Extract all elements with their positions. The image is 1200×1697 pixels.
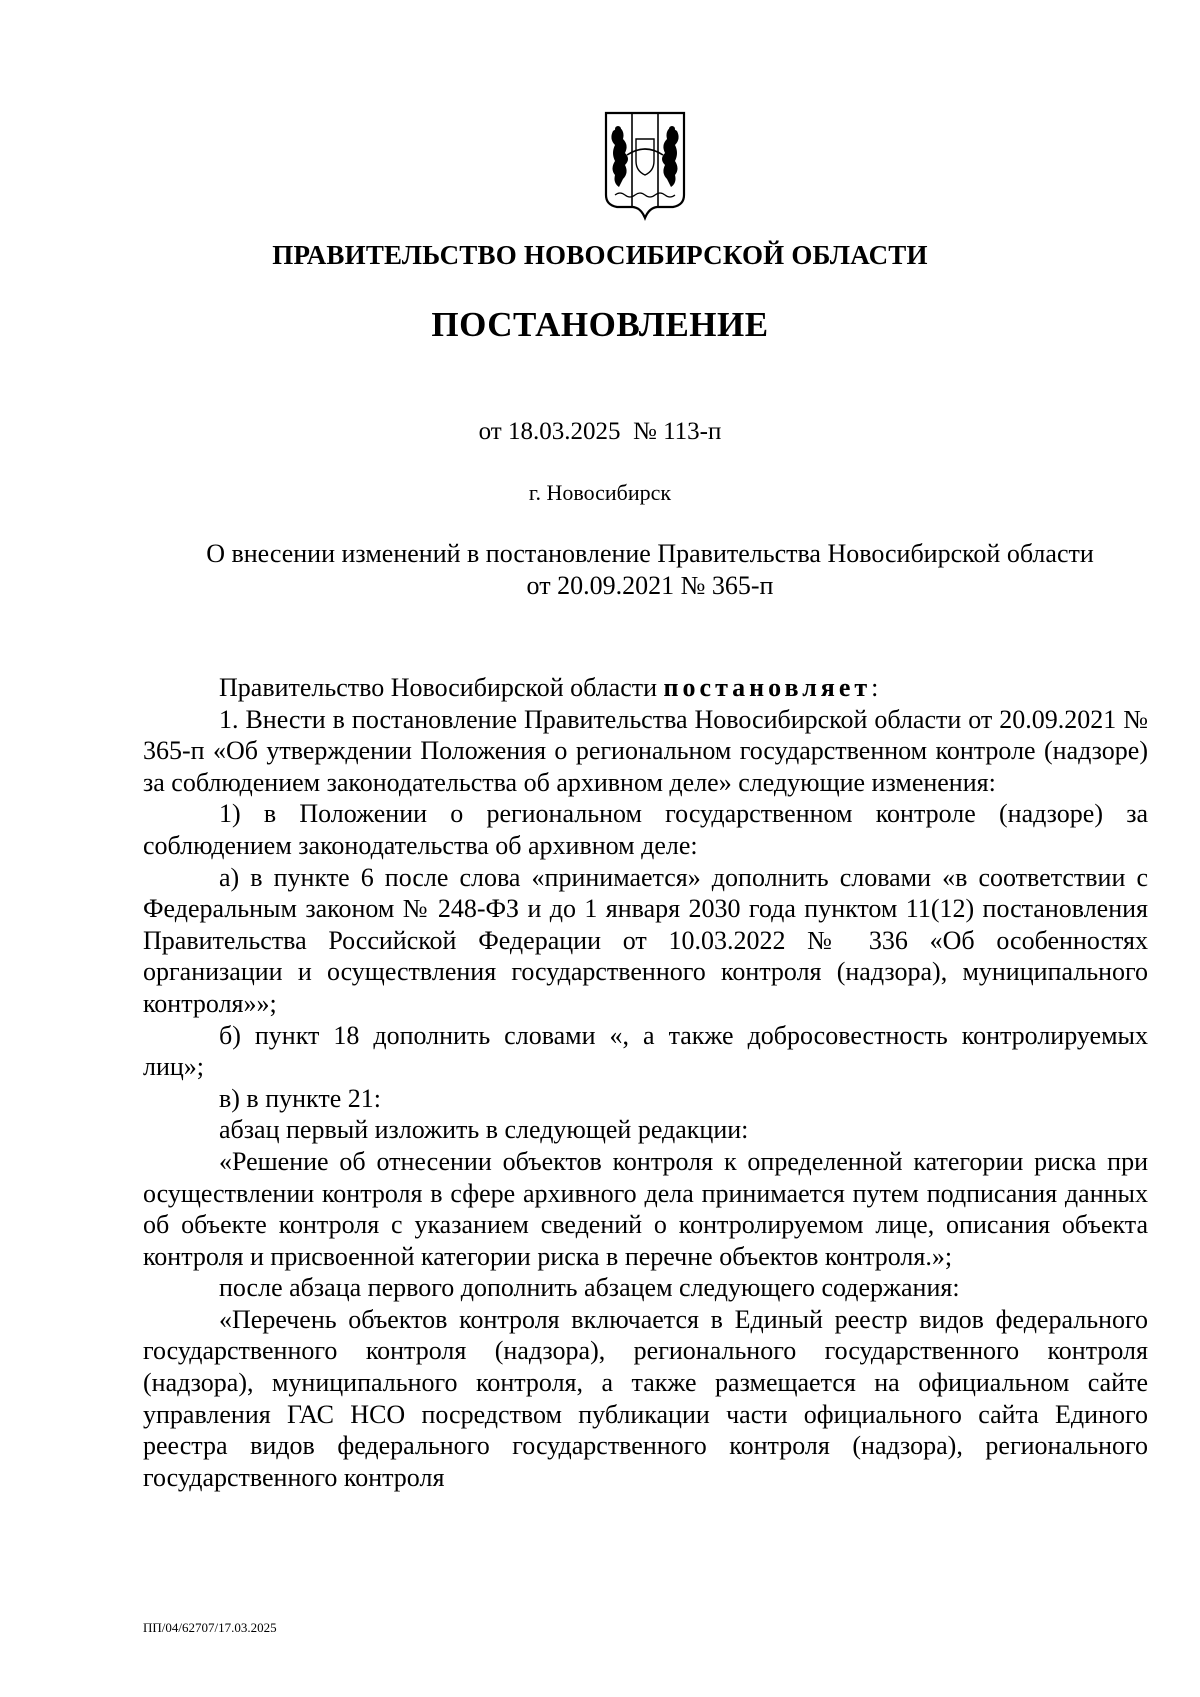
government-name: ПРАВИТЕЛЬСТВО НОВОСИБИРСКОЙ ОБЛАСТИ — [272, 240, 928, 270]
body-paragraph: 1) в Положении о региональном государственном контроле (надзоре) за соблюдением законодательства об архивном деле: — [143, 799, 1148, 860]
resolves-word: постановляет — [663, 673, 872, 702]
city: г. Новосибирск — [528, 480, 672, 505]
date-and-number: от 18.03.2025 № 113-п — [478, 418, 722, 445]
document-body — [143, 672, 1148, 1493]
body-paragraph: 1. Внести в постановление Правительства Новосибирской области от 20.09.2021 № 365-п «Об утверждении Положения о региональном государственном контроле (надзоре) за соблюдением законодательства об архивном деле» следующие изменения: — [143, 704, 1148, 797]
body-paragraph: «Решение об отнесении объектов контроля к определенной категории риска при осуществлении контроля в сфере архивного дела принимается путем подписания данных об объекте контроля с указанием сведений о контролируемом лице, описания объекта контроля и присвоенной категории риска в перечне объектов контроля.»; — [143, 1146, 1148, 1271]
document-code: ПП/04/62707/17.03.2025 — [143, 1620, 277, 1635]
body-paragraph: «Перечень объектов контроля включается в Единый реестр видов федерального государственного контроля (надзора), регионального государственного контроля (надзора), муниципального контроля, а также размещается на официальном сайте управления ГАС НСО посредством публикации части официального сайта Единого реестра видов федерального государственного контроля (надзора), регионального государственного контроля — [143, 1304, 1148, 1492]
document-type: ПОСТАНОВЛЕНИЕ — [431, 305, 769, 344]
subject-line: О внесении изменений в постановление Правительства Новосибирской области — [206, 539, 1094, 568]
body-paragraph: в) в пункте 21: — [219, 1083, 381, 1113]
document-subject — [140, 538, 1160, 602]
body-paragraph: после абзаца первого дополнить абзацем следующего содержания: — [219, 1273, 960, 1303]
body-paragraph: абзац первый изложить в следующей редакции: — [219, 1115, 749, 1145]
subject-line: от 20.09.2021 № 365-п — [526, 571, 774, 600]
coat-of-arms-emblem — [603, 109, 687, 221]
body-paragraph: а) в пункте 6 после слова «принимается» дополнить словами «в соответствии с Федеральным законом № 248-ФЗ и до 1 января 2030 года пунктом 11(12) постановления Правительства Российской Федерации от 10.03.2022 № 336 «Об особенностях организации и осуществления государственного контроля (надзора), муниципального контроля»»; — [143, 862, 1148, 1018]
intro-paragraph: Правительство Новосибирской области постановляет: — [219, 673, 879, 702]
body-paragraph: б) пункт 18 дополнить словами «, а также добросовестность контролируемых лиц»; — [143, 1020, 1148, 1082]
